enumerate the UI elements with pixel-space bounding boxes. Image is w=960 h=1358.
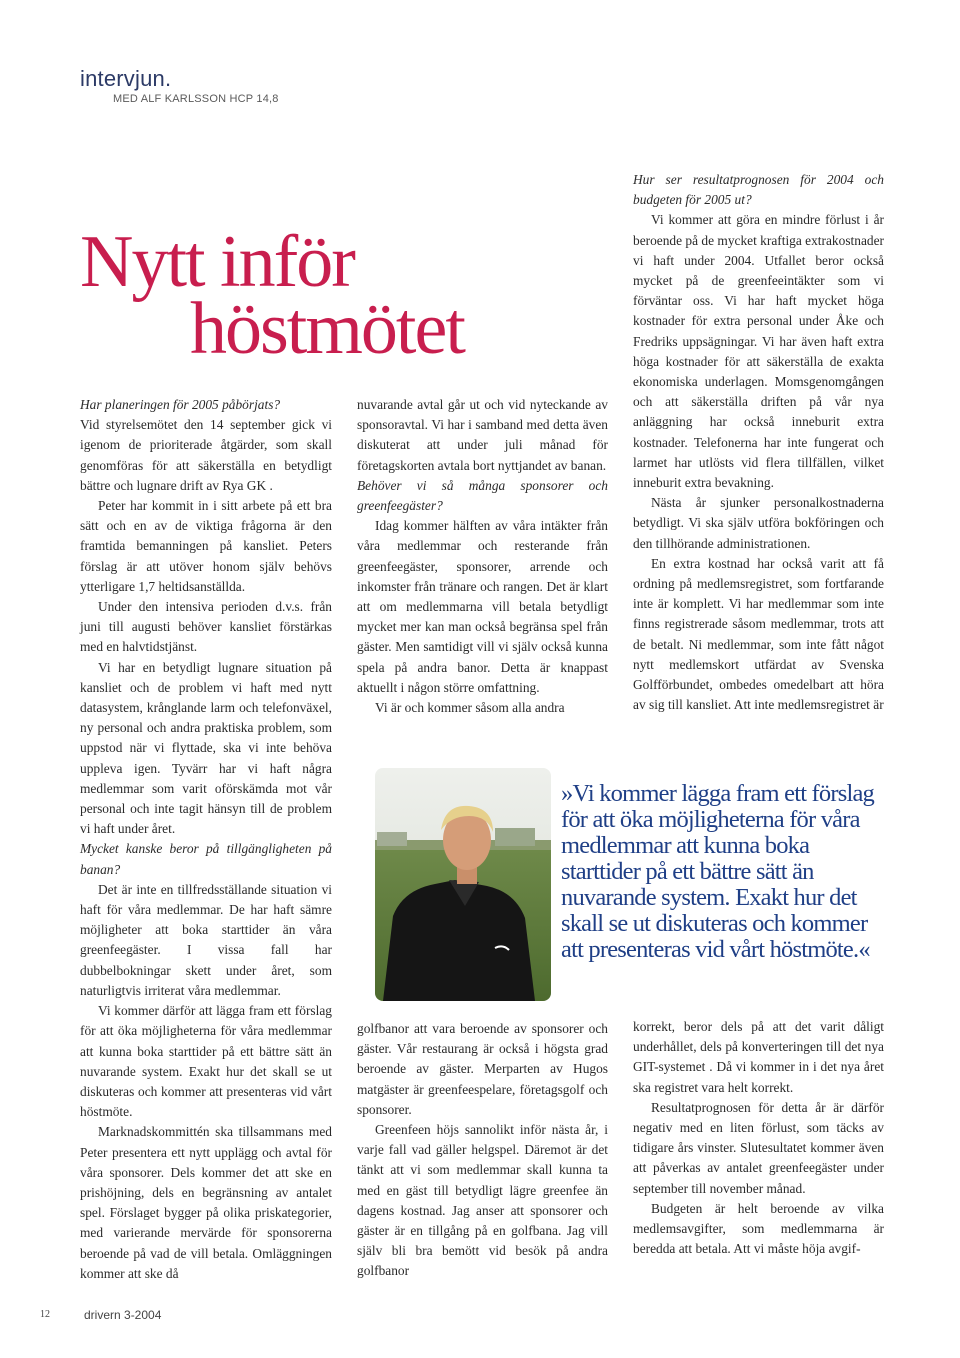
paragraph: Budgeten är helt beroende av vilka medlemsavgifter, som medlemmarna är beredda att betala. Att vi måste höja avgif-	[633, 1200, 884, 1257]
paragraph: Vid styrelsemötet den 14 september gick vi igenom de prioriterade åtgärder, som skall genomföras för att säkerställa en betydligt bättre och lugnare drift av Rya GK .	[80, 417, 332, 493]
interview-question: Hur ser resultatprognosen för 2004 och budgeten för 2005 ut?	[633, 172, 884, 208]
paragraph: Peter har kommit in i sitt arbete på ett bra sätt och en av de viktiga frågorna är den framtida bemanningen på kansliet. Peters förslag är att utöver honom själv behövs ytterligare 1,7 heltidsanställda.	[80, 498, 332, 594]
page-number: 12	[40, 1309, 50, 1320]
magazine-issue: drivern 3-2004	[84, 1308, 162, 1322]
paragraph: Marknadskommittén ska tillsammans med Peter presentera ett nytt upplägg och avtal för våra sponsorer. Dels kommer det att ske en prishöjning, dels en begränsning av antalet spel. Förslaget bygger på olika priskategorier, med varierande mervärde för sponsorerna beroende på vad de vill betala. Omläggningen kommer att ske då	[80, 1124, 332, 1281]
pull-quote: »Vi kommer lägga fram ett förslag för att öka möjligheterna för våra medlemmar att kunna boka starttider på ett bättre sätt än nuvarande system. Exakt hur det skall se ut diskuteras och kommer att presenteras vid vårt höstmöte.«	[561, 780, 874, 963]
interview-question: Har planeringen för 2005 påbörjats?	[80, 397, 281, 412]
article-column-2	[357, 395, 608, 718]
headline-line-1: Nytt inför	[80, 221, 354, 303]
paragraph: Det är inte en tillfredsställande situation vi haft för våra medlemmar. De har haft sämre möjligheter att boka starttider än våra greenfeegäster. I vissa fall har dubbelbokningar skett under året, som naturligtvis irriterat våra medlemmar.	[80, 881, 332, 998]
interview-question: Mycket kanske beror på tillgängligheten på banan?	[80, 841, 332, 877]
paragraph: En extra kostnad har också varit att få ordning på medlemsregistret, som fortfarande inte är komplett. Vi har medlemmar som inte finns registrerade såsom medlemmar, trots att de betalt. Ni medlemmar, som inte fått något nytt medlemskort utfärdat av Svenska Golfförbundet, ombedes omedelbart att höra av sig till kansliet. Att inte medlemsregistret är	[633, 555, 884, 713]
section-label: intervjun.	[80, 66, 172, 91]
paragraph: Idag kommer hälften av våra intäkter från våra medlemmar och resterande från greenfeegäster, sponsorer, arrende och inkomster från tränare och rangen. Det är klart att om medlemmarna vill betala betydligt mycket mer kan man också begränsa spel från gäster. Men samtidigt vill vi själv också kunna spela på andra banor. Detta är knappast aktuellt i någon större omfattning.	[357, 518, 608, 695]
paragraph: Vi kommer att göra en mindre förlust i år beroende på de mycket kraftiga extrakostnader vi haft under 2004. Utfallet beror också mycket på de greenfeeintäkter som vi förväntar oss. Vi har haft mycket höga kostnader för extra personal under Åke och Fredriks uppsägningar. Vi har även haft extra höga kostnader för att säkerställa de exakta ekonomiska underlagen. Momsgenomgången och att säkerställa driften på vår nya anläggning har också inneburit extra kostnader. Telefonerna har inte fungerat och larmet har utlösts vid flera tillfällen, vilket inneburit extra bevakning.	[633, 212, 884, 491]
paragraph: Greenfeen höjs sannolikt inför nästa år, i varje fall vad gäller helgspel. Däremot är det tänkt att vi som medlemmar skall kunna ta med en gäst till betydligt lägre greenfee än dagens kostnad. Jag anser att sponsorer och gäster är en tillgång på en golfbana. Jag vill själv bli bra bemött vid besök på andra golfbanor	[357, 1122, 608, 1279]
paragraph: nuvarande avtal går ut och vid nyteckande av sponsoravtal. Vi har i samband med detta även diskuterat att under juli månad för företagskorten avtala bort nyttjandet av banan.	[357, 397, 608, 473]
paragraph: Resultatprognosen för detta år är därför negativ med en liten förlust, som täcks av tidigare års vinster. Slutesultatet kommer även att påverkas av antalet greenfeegäster under september till november månad.	[633, 1099, 884, 1196]
paragraph: Vi är och kommer såsom alla andra	[375, 700, 565, 716]
paragraph: Vi kommer därför att lägga fram ett förslag för att öka möjligheterna för våra medlemmar att kunna boka starttider på ett bättre sätt än nuvarande system. Exakt hur det skall se ut diskuteras och kommer att presenteras vid vårt höstmöte.	[80, 1003, 332, 1120]
article-column-3-lower	[633, 1017, 884, 1259]
headline-line-2: höstmötet	[190, 288, 464, 370]
article-column-1	[80, 395, 332, 1284]
interviewee-photo	[375, 768, 551, 1001]
article-column-3	[633, 170, 884, 715]
interview-question: Behöver vi så många sponsorer och greenfeegäster?	[357, 477, 608, 514]
paragraph: korrekt, beror dels på att det varit dåligt underhållet, dels på konverteringen till det nya GIT-systemet . Då vi kommer in i det nya året ska registret vara helt korrekt.	[633, 1019, 884, 1095]
paragraph: Vi har en betydligt lugnare situation på kansliet och de problem vi haft med nytt datasystem, krånglande larm och telefonväxel, ny personal och andra praktiska problem, som uppstod när vi flyttade, ska vi inte behöva uppleva igen. Tyvärr har vi haft några medlemmar som varit oförskämda mot vår personal och inte tagit hänsyn till de problem vi haft under året.	[80, 659, 332, 837]
paragraph: Under den intensiva perioden d.v.s. från juni till augusti behöver kansliet förstärkas med en halvtidstjänst.	[80, 599, 332, 655]
paragraph: Nästa år sjunker personalkostnaderna betydligt. Vi ska själv utföra bokföringen och den tillhörande administrationen.	[633, 495, 884, 551]
article-column-2-lower	[357, 1019, 608, 1282]
section-subtitle: MED ALF KARLSSON HCP 14,8	[113, 93, 279, 105]
paragraph: golfbanor att vara beroende av sponsorer och gäster. Vår restaurang är också i högsta grad beroende av gäster. Merparten av Hugos matgäster är greenfeespelare, företagsgolf och sponsorer.	[357, 1021, 608, 1117]
